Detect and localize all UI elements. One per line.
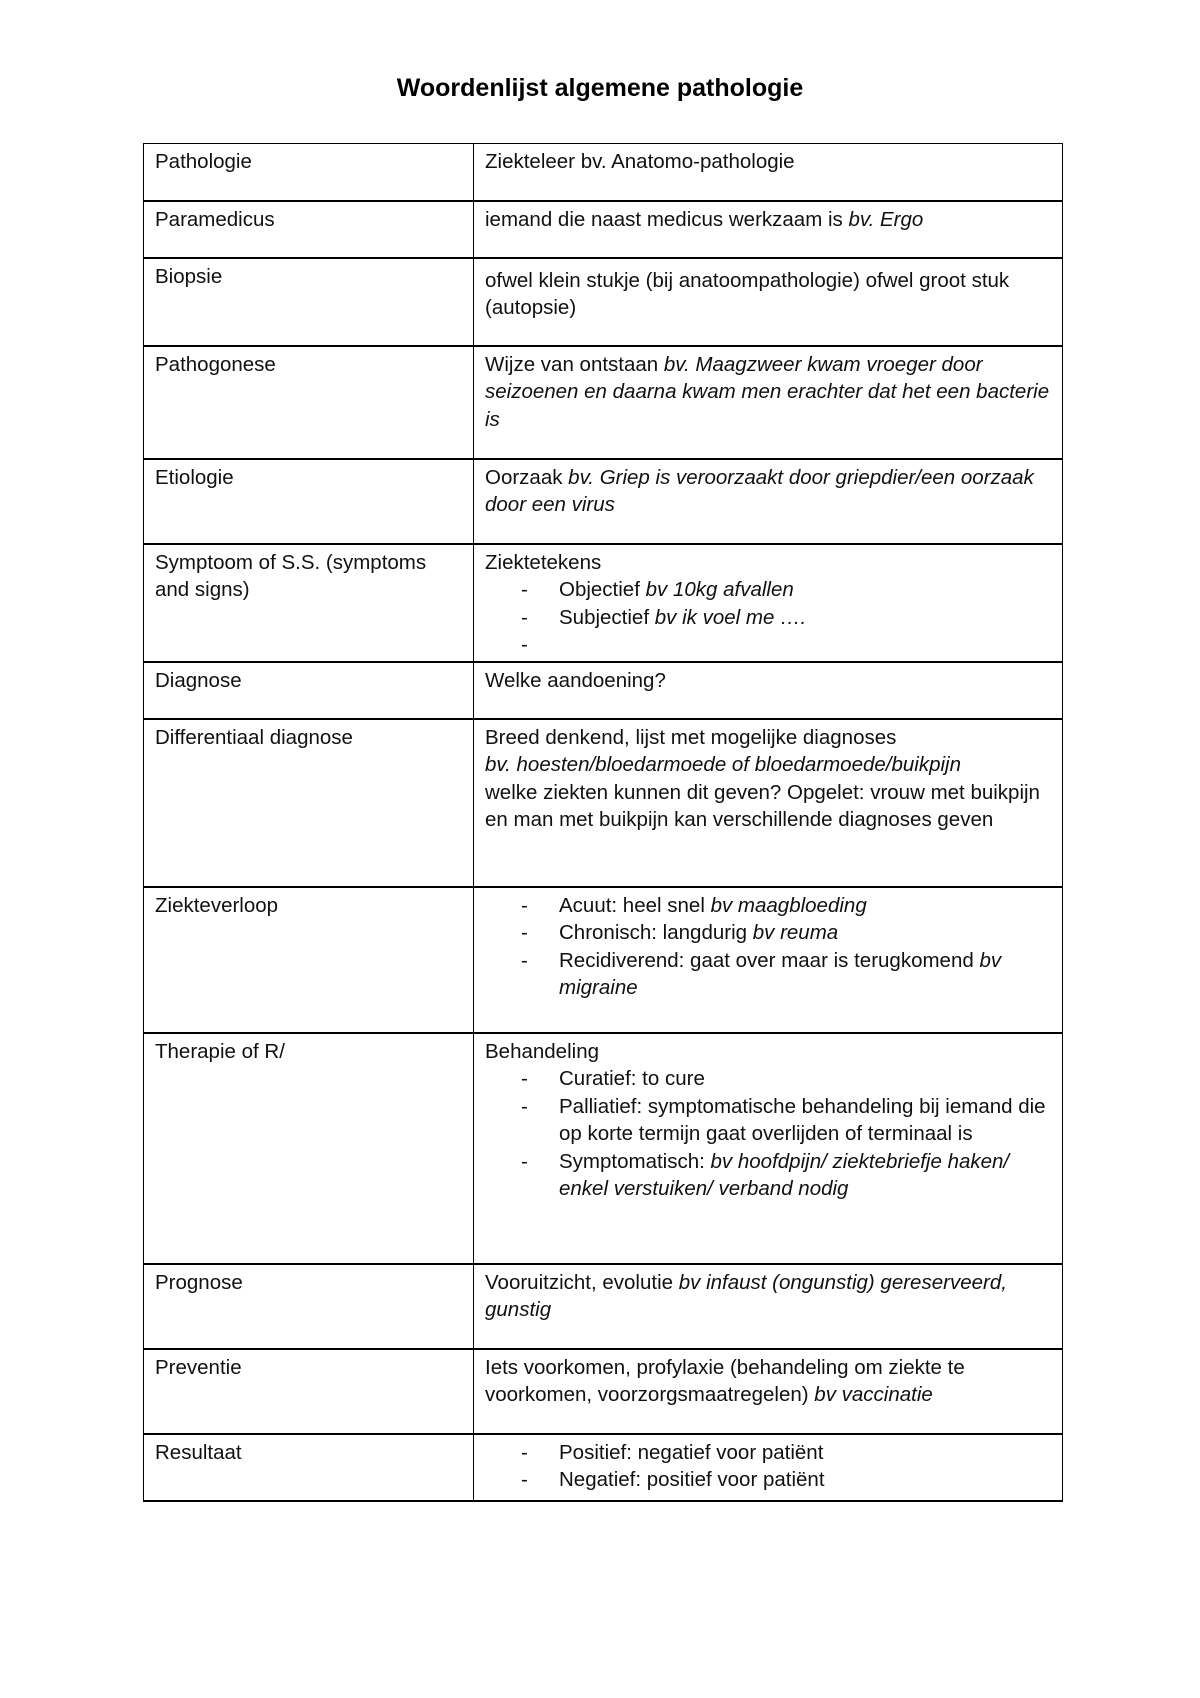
term-text: Etiologie xyxy=(155,465,234,489)
list-item-text: Symptomatisch: xyxy=(559,1149,711,1173)
definition-example: bv. Griep is veroorzaakt door griepdier/een oorzaak door een virus xyxy=(485,465,1034,516)
list-item-example: bv maagbloeding xyxy=(710,893,867,917)
dash-bullet: - xyxy=(521,1094,528,1118)
dash-bullet: - xyxy=(521,893,528,917)
term-text: Symptoom of S.S. (symptoms and signs) xyxy=(155,550,427,601)
glossary-table xyxy=(143,143,1063,1502)
table-row xyxy=(144,662,1063,719)
list-item xyxy=(521,892,1052,920)
list-item xyxy=(521,1065,1052,1093)
definition-text: Ziekteleer bv. Anatomo-pathologie xyxy=(485,150,795,173)
term-text: Pathogonese xyxy=(155,352,276,376)
dash-bullet: - xyxy=(521,633,528,656)
list-item-text: Negatief: positief voor patiënt xyxy=(559,1468,825,1491)
definition-text: Welke aandoening? xyxy=(485,668,666,692)
dash-bullet: - xyxy=(521,948,528,972)
definition-cell xyxy=(474,1434,1063,1501)
list-item-text: Chronisch: langdurig xyxy=(559,921,753,944)
definition-text: ofwel klein stukje (bij anatoompathologie) ofwel groot stuk (autopsie) xyxy=(485,268,1010,319)
term-text: Ziekteverloop xyxy=(155,893,279,917)
list-item-example: bv migraine xyxy=(559,948,1002,999)
definition-cell xyxy=(474,719,1063,887)
term-cell xyxy=(144,1033,474,1264)
list-item-example: bv hoofdpijn/ ziektebriefje haken/ enkel verstuiken/ verband nodig xyxy=(559,1149,1010,1200)
definition-text: iemand die naast medicus werkzaam is xyxy=(485,207,849,231)
definition-text: Wijze van ontstaan xyxy=(485,352,664,376)
term-text: Preventie xyxy=(155,1355,242,1379)
term-cell xyxy=(144,1434,474,1501)
list-item xyxy=(521,1439,1052,1467)
table-row xyxy=(144,459,1063,544)
definition-text: Iets voorkomen, profylaxie (behandeling om ziekte te voorkomen, voorzorgsmaatregelen) xyxy=(485,1355,965,1406)
list-item-text: Recidiverend: gaat over maar is terugkomend xyxy=(559,948,980,972)
page-title: Woordenlijst algemene pathologie xyxy=(396,74,804,102)
dash-bullet: - xyxy=(521,578,528,601)
list-item xyxy=(521,576,1052,604)
table-row xyxy=(144,201,1063,258)
table-row xyxy=(144,258,1063,346)
definition-cell xyxy=(474,258,1063,346)
list-item xyxy=(521,1093,1052,1148)
table-row xyxy=(144,1033,1063,1264)
definition-cell xyxy=(474,144,1063,201)
definition-example: bv. hoesten/bloedarmoede of bloedarmoede/buikpijn xyxy=(485,753,962,776)
definition-text: Oorzaak xyxy=(485,465,569,489)
term-text: Pathologie xyxy=(155,150,252,173)
term-cell xyxy=(144,1264,474,1349)
definition-list xyxy=(485,1439,1052,1494)
definition-cell xyxy=(474,887,1063,1033)
table-row xyxy=(144,719,1063,887)
definition-list xyxy=(485,892,1052,1002)
term-text: Diagnose xyxy=(155,668,242,692)
dash-bullet: - xyxy=(521,605,528,629)
list-item-text: Palliatief: symptomatische behandeling bij iemand die op korte termijn gaat overlijden of terminaal is xyxy=(559,1094,1046,1145)
definition-text: Ziektetekens xyxy=(485,550,602,574)
definition-cell xyxy=(474,1349,1063,1434)
table-row xyxy=(144,544,1063,662)
definition-note: welke ziekten kunnen dit geven? Opgelet: vrouw met buikpijn en man met buikpijn kan verschillende diagnoses geven xyxy=(485,780,1040,831)
list-item-text: Subjectief xyxy=(559,605,655,629)
list-item xyxy=(521,1466,1052,1494)
term-cell xyxy=(144,1349,474,1434)
definition-example: bv infaust (ongunstig) gereserveerd, gunstig xyxy=(485,1270,1007,1321)
definition-cell xyxy=(474,662,1063,719)
list-item xyxy=(521,947,1052,1002)
table-row xyxy=(144,144,1063,201)
table-row xyxy=(144,1264,1063,1349)
definition-text: Behandeling xyxy=(485,1039,599,1063)
dash-bullet: - xyxy=(521,921,528,944)
list-item-example: bv reuma xyxy=(752,921,839,944)
definition-cell xyxy=(474,1264,1063,1349)
term-cell xyxy=(144,346,474,459)
list-item-example: bv ik voel me …. xyxy=(654,605,807,629)
table-row xyxy=(144,887,1063,1033)
definition-list xyxy=(485,1065,1052,1203)
list-item-text: Positief: negatief voor patiënt xyxy=(559,1440,824,1464)
term-cell xyxy=(144,662,474,719)
list-item xyxy=(521,604,1052,632)
term-text: Paramedicus xyxy=(155,207,275,231)
term-cell xyxy=(144,258,474,346)
definition-cell xyxy=(474,201,1063,258)
dash-bullet: - xyxy=(521,1149,528,1173)
list-item-text: Objectief xyxy=(559,578,646,601)
term-text: Prognose xyxy=(155,1270,243,1294)
definition-example: bv vaccinatie xyxy=(814,1383,933,1406)
list-item xyxy=(521,631,1052,656)
dash-bullet: - xyxy=(521,1067,528,1090)
definition-cell xyxy=(474,459,1063,544)
list-item-text: Acuut: heel snel xyxy=(559,893,711,917)
term-cell xyxy=(144,201,474,258)
term-cell xyxy=(144,544,474,662)
definition-cell xyxy=(474,544,1063,662)
list-item-text: Curatief: to cure xyxy=(559,1067,705,1090)
table-row xyxy=(144,1434,1063,1501)
list-item xyxy=(521,1148,1052,1203)
list-item xyxy=(521,919,1052,947)
term-cell xyxy=(144,887,474,1033)
definition-example: bv. Ergo xyxy=(848,207,924,231)
term-text: Differentiaal diagnose xyxy=(155,725,353,749)
term-text: Biopsie xyxy=(155,264,223,288)
table-row xyxy=(144,346,1063,459)
term-cell xyxy=(144,719,474,887)
definition-cell xyxy=(474,1033,1063,1264)
term-cell xyxy=(144,144,474,201)
definition-text: Vooruitzicht, evolutie xyxy=(485,1270,679,1294)
table-row xyxy=(144,1349,1063,1434)
definition-example: bv. Maagzweer kwam vroeger door seizoenen en daarna kwam men erachter dat het een bacterie is xyxy=(485,352,1050,431)
dash-bullet: - xyxy=(521,1440,528,1464)
term-cell xyxy=(144,459,474,544)
list-item-example: bv 10kg afvallen xyxy=(645,578,794,601)
definition-text: Breed denkend, lijst met mogelijke diagnoses xyxy=(485,725,897,749)
definition-list xyxy=(485,576,1052,656)
dash-bullet: - xyxy=(521,1468,528,1491)
term-text: Therapie of R/ xyxy=(155,1039,285,1063)
definition-cell xyxy=(474,346,1063,459)
term-text: Resultaat xyxy=(155,1440,242,1464)
